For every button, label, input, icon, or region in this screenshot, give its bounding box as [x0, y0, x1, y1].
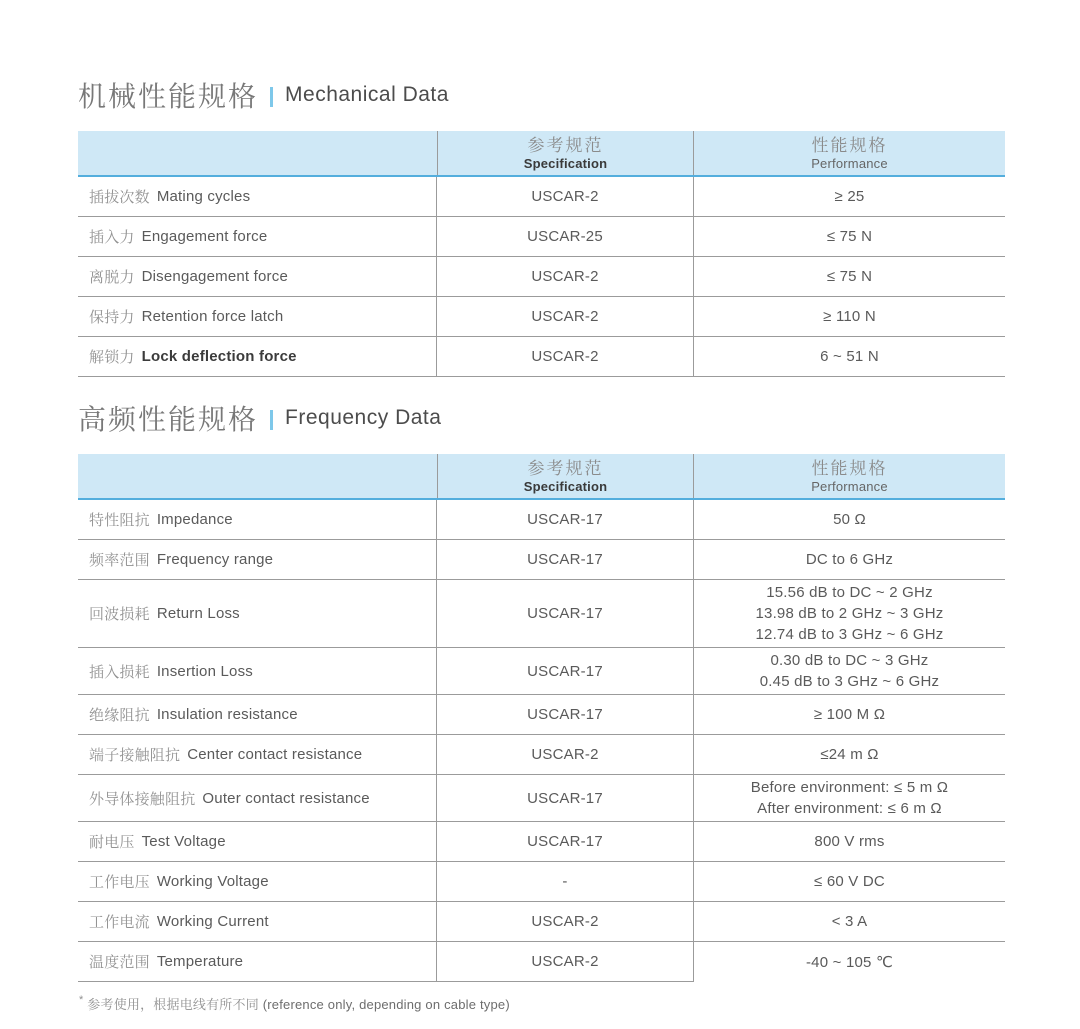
row-label-cell [78, 695, 437, 735]
perf-value-line: < 3 A [831, 913, 868, 930]
header-performance-en: Performance [811, 479, 888, 494]
row-label-en: Test Voltage [141, 833, 226, 850]
table-row [78, 337, 1005, 377]
perf-value-line: 12.74 dB to 3 GHz ~ 6 GHz [755, 626, 944, 643]
row-label-cell [78, 580, 437, 648]
perf-value-line: 13.98 dB to 2 GHz ~ 3 GHz [755, 605, 944, 622]
row-spec-cell: USCAR-2 [437, 902, 694, 942]
row-label-en: Mating cycles [156, 188, 251, 205]
row-perf-cell [694, 902, 1005, 942]
perf-value-line: -40 ~ 105 ℃ [805, 953, 893, 971]
row-spec-cell: USCAR-17 [437, 540, 694, 580]
header-specification-en: Specification [523, 479, 608, 494]
row-label-cell [78, 942, 437, 982]
section-frequency-data [78, 398, 1005, 982]
table-row [78, 500, 1005, 540]
header-performance-en: Performance [811, 156, 888, 171]
row-label-cell [78, 902, 437, 942]
row-label-cell [78, 735, 437, 775]
footnote-text-zh: 参考使用，根据电线有所不同 [87, 997, 259, 1012]
section-title [78, 398, 1005, 438]
perf-value-line: Before environment: ≤ 5 m Ω [750, 779, 949, 796]
table-row [78, 902, 1005, 942]
table-row [78, 580, 1005, 648]
row-label-en: Outer contact resistance [202, 789, 370, 807]
row-label-en: Lock deflection force [141, 348, 297, 365]
table-row [78, 942, 1005, 982]
section-title-zh: 高频性能规格 [78, 404, 259, 435]
row-label-cell [78, 862, 437, 902]
row-label-en: Center contact resistance [187, 746, 363, 763]
row-label-cell [78, 337, 437, 377]
row-label-zh: 端子接触阻抗 [89, 747, 181, 764]
perf-value-line: 0.30 dB to DC ~ 3 GHz [770, 652, 929, 669]
header-performance-zh: 性能规格 [811, 459, 888, 478]
footnote-asterisk: * [79, 994, 84, 1006]
section-title [78, 75, 1005, 115]
row-perf-cell [694, 177, 1005, 217]
row-spec-cell: USCAR-17 [437, 580, 694, 648]
table-row [78, 177, 1005, 217]
row-perf-cell [694, 500, 1005, 540]
row-label-cell [78, 775, 437, 822]
row-label-en: Working Current [156, 913, 269, 930]
row-perf-cell [694, 297, 1005, 337]
row-label-en: Retention force latch [141, 308, 284, 325]
perf-value-line: ≤ 60 V DC [814, 873, 885, 890]
row-spec-cell: - [437, 862, 694, 902]
row-spec-cell: USCAR-2 [437, 337, 694, 377]
row-label-zh: 工作电压 [89, 874, 150, 891]
row-perf-cell [694, 695, 1005, 735]
footnote-text-en: (reference only, depending on cable type) [262, 997, 510, 1012]
header-cell-empty [78, 454, 437, 498]
row-label-en: Return Loss [156, 605, 240, 622]
header-specification-zh: 参考规范 [527, 459, 604, 478]
row-perf-cell [694, 540, 1005, 580]
row-label-cell [78, 177, 437, 217]
perf-value-line: ≥ 25 [834, 188, 865, 205]
row-spec-cell: USCAR-2 [437, 942, 694, 982]
perf-value-line: DC to 6 GHz [805, 551, 894, 568]
row-spec-cell: USCAR-2 [437, 735, 694, 775]
mechanical-table [78, 131, 1005, 377]
row-label-zh: 外导体接触阻抗 [89, 790, 196, 808]
table-row [78, 775, 1005, 822]
section-title-en: Frequency Data [285, 406, 442, 429]
header-specification-zh: 参考规范 [527, 136, 604, 155]
table-row [78, 297, 1005, 337]
row-perf-cell [694, 775, 1005, 822]
table-row [78, 540, 1005, 580]
row-perf-cell [694, 862, 1005, 902]
row-spec-cell: USCAR-17 [437, 500, 694, 540]
row-label-zh: 解锁力 [89, 349, 135, 366]
row-label-en: Temperature [156, 953, 244, 970]
perf-value-line: ≤ 75 N [826, 268, 873, 285]
perf-value-line: ≥ 110 N [823, 308, 876, 325]
row-perf-cell [694, 735, 1005, 775]
row-perf-cell [694, 580, 1005, 648]
row-spec-cell: USCAR-17 [437, 775, 694, 822]
title-divider-bar [270, 410, 273, 430]
header-cell-specification [437, 131, 694, 175]
table-header-row [78, 131, 1005, 177]
row-label-zh: 特性阻抗 [89, 512, 150, 529]
perf-value-line: 0.45 dB to 3 GHz ~ 6 GHz [759, 673, 940, 690]
row-label-cell [78, 648, 437, 695]
row-label-zh: 插入力 [89, 229, 135, 246]
row-spec-cell: USCAR-2 [437, 297, 694, 337]
section-title-en: Mechanical Data [285, 83, 449, 106]
footnote [79, 994, 1005, 1013]
table-row [78, 648, 1005, 695]
row-label-zh: 耐电压 [89, 834, 135, 851]
perf-value-line: 6 ~ 51 N [820, 348, 879, 365]
table-row [78, 862, 1005, 902]
perf-value-line: ≤ 75 N [826, 228, 873, 245]
row-label-zh: 频率范围 [89, 552, 150, 569]
table-row [78, 217, 1005, 257]
perf-value-line: 15.56 dB to DC ~ 2 GHz [766, 584, 933, 601]
table-row [78, 735, 1005, 775]
perf-value-line: 50 Ω [833, 511, 866, 528]
row-label-en: Frequency range [156, 551, 274, 568]
table-row [78, 822, 1005, 862]
table-header-row [78, 454, 1005, 500]
perf-value-line: ≤24 m Ω [820, 746, 879, 763]
row-label-cell [78, 297, 437, 337]
frequency-table [78, 454, 1005, 982]
header-cell-performance [694, 454, 1005, 498]
row-label-en: Working Voltage [156, 873, 269, 890]
row-spec-cell: USCAR-17 [437, 648, 694, 695]
row-label-zh: 绝缘阻抗 [89, 707, 150, 724]
row-label-cell [78, 822, 437, 862]
row-label-zh: 回波损耗 [89, 606, 150, 623]
row-label-zh: 插入损耗 [89, 663, 150, 681]
mechanical-table-body [78, 177, 1005, 377]
row-perf-cell [694, 822, 1005, 862]
header-cell-specification [437, 454, 694, 498]
header-performance-zh: 性能规格 [811, 136, 888, 155]
row-spec-cell: USCAR-17 [437, 695, 694, 735]
section-mechanical-data [78, 75, 1005, 377]
row-perf-cell [694, 257, 1005, 297]
perf-value-line: After environment: ≤ 6 m Ω [757, 800, 942, 817]
row-label-zh: 工作电流 [89, 914, 150, 931]
row-label-zh: 保持力 [89, 309, 135, 326]
row-perf-cell [694, 337, 1005, 377]
header-specification-en: Specification [523, 156, 608, 171]
row-spec-cell: USCAR-2 [437, 257, 694, 297]
row-label-cell [78, 217, 437, 257]
title-divider-bar [270, 87, 273, 107]
row-label-en: Insulation resistance [156, 706, 298, 723]
row-label-zh: 温度范围 [89, 954, 150, 971]
row-label-cell [78, 257, 437, 297]
table-row [78, 257, 1005, 297]
header-cell-empty [78, 131, 437, 175]
row-label-cell [78, 500, 437, 540]
perf-value-line: 800 V rms [814, 833, 885, 850]
row-label-cell [78, 540, 437, 580]
frequency-table-body [78, 500, 1005, 982]
table-row [78, 695, 1005, 735]
row-perf-cell [694, 942, 1005, 982]
row-label-en: Disengagement force [141, 268, 288, 285]
row-perf-cell [694, 217, 1005, 257]
row-label-en: Engagement force [141, 228, 268, 245]
row-label-en: Insertion Loss [156, 662, 253, 680]
perf-value-line: ≥ 100 M Ω [813, 706, 886, 723]
section-title-zh: 机械性能规格 [78, 81, 259, 112]
row-label-zh: 离脱力 [89, 269, 135, 286]
row-spec-cell: USCAR-2 [437, 177, 694, 217]
header-cell-performance [694, 131, 1005, 175]
row-spec-cell: USCAR-17 [437, 822, 694, 862]
row-label-zh: 插拔次数 [89, 189, 150, 206]
row-label-en: Impedance [156, 511, 233, 528]
row-perf-cell [694, 648, 1005, 695]
row-spec-cell: USCAR-25 [437, 217, 694, 257]
